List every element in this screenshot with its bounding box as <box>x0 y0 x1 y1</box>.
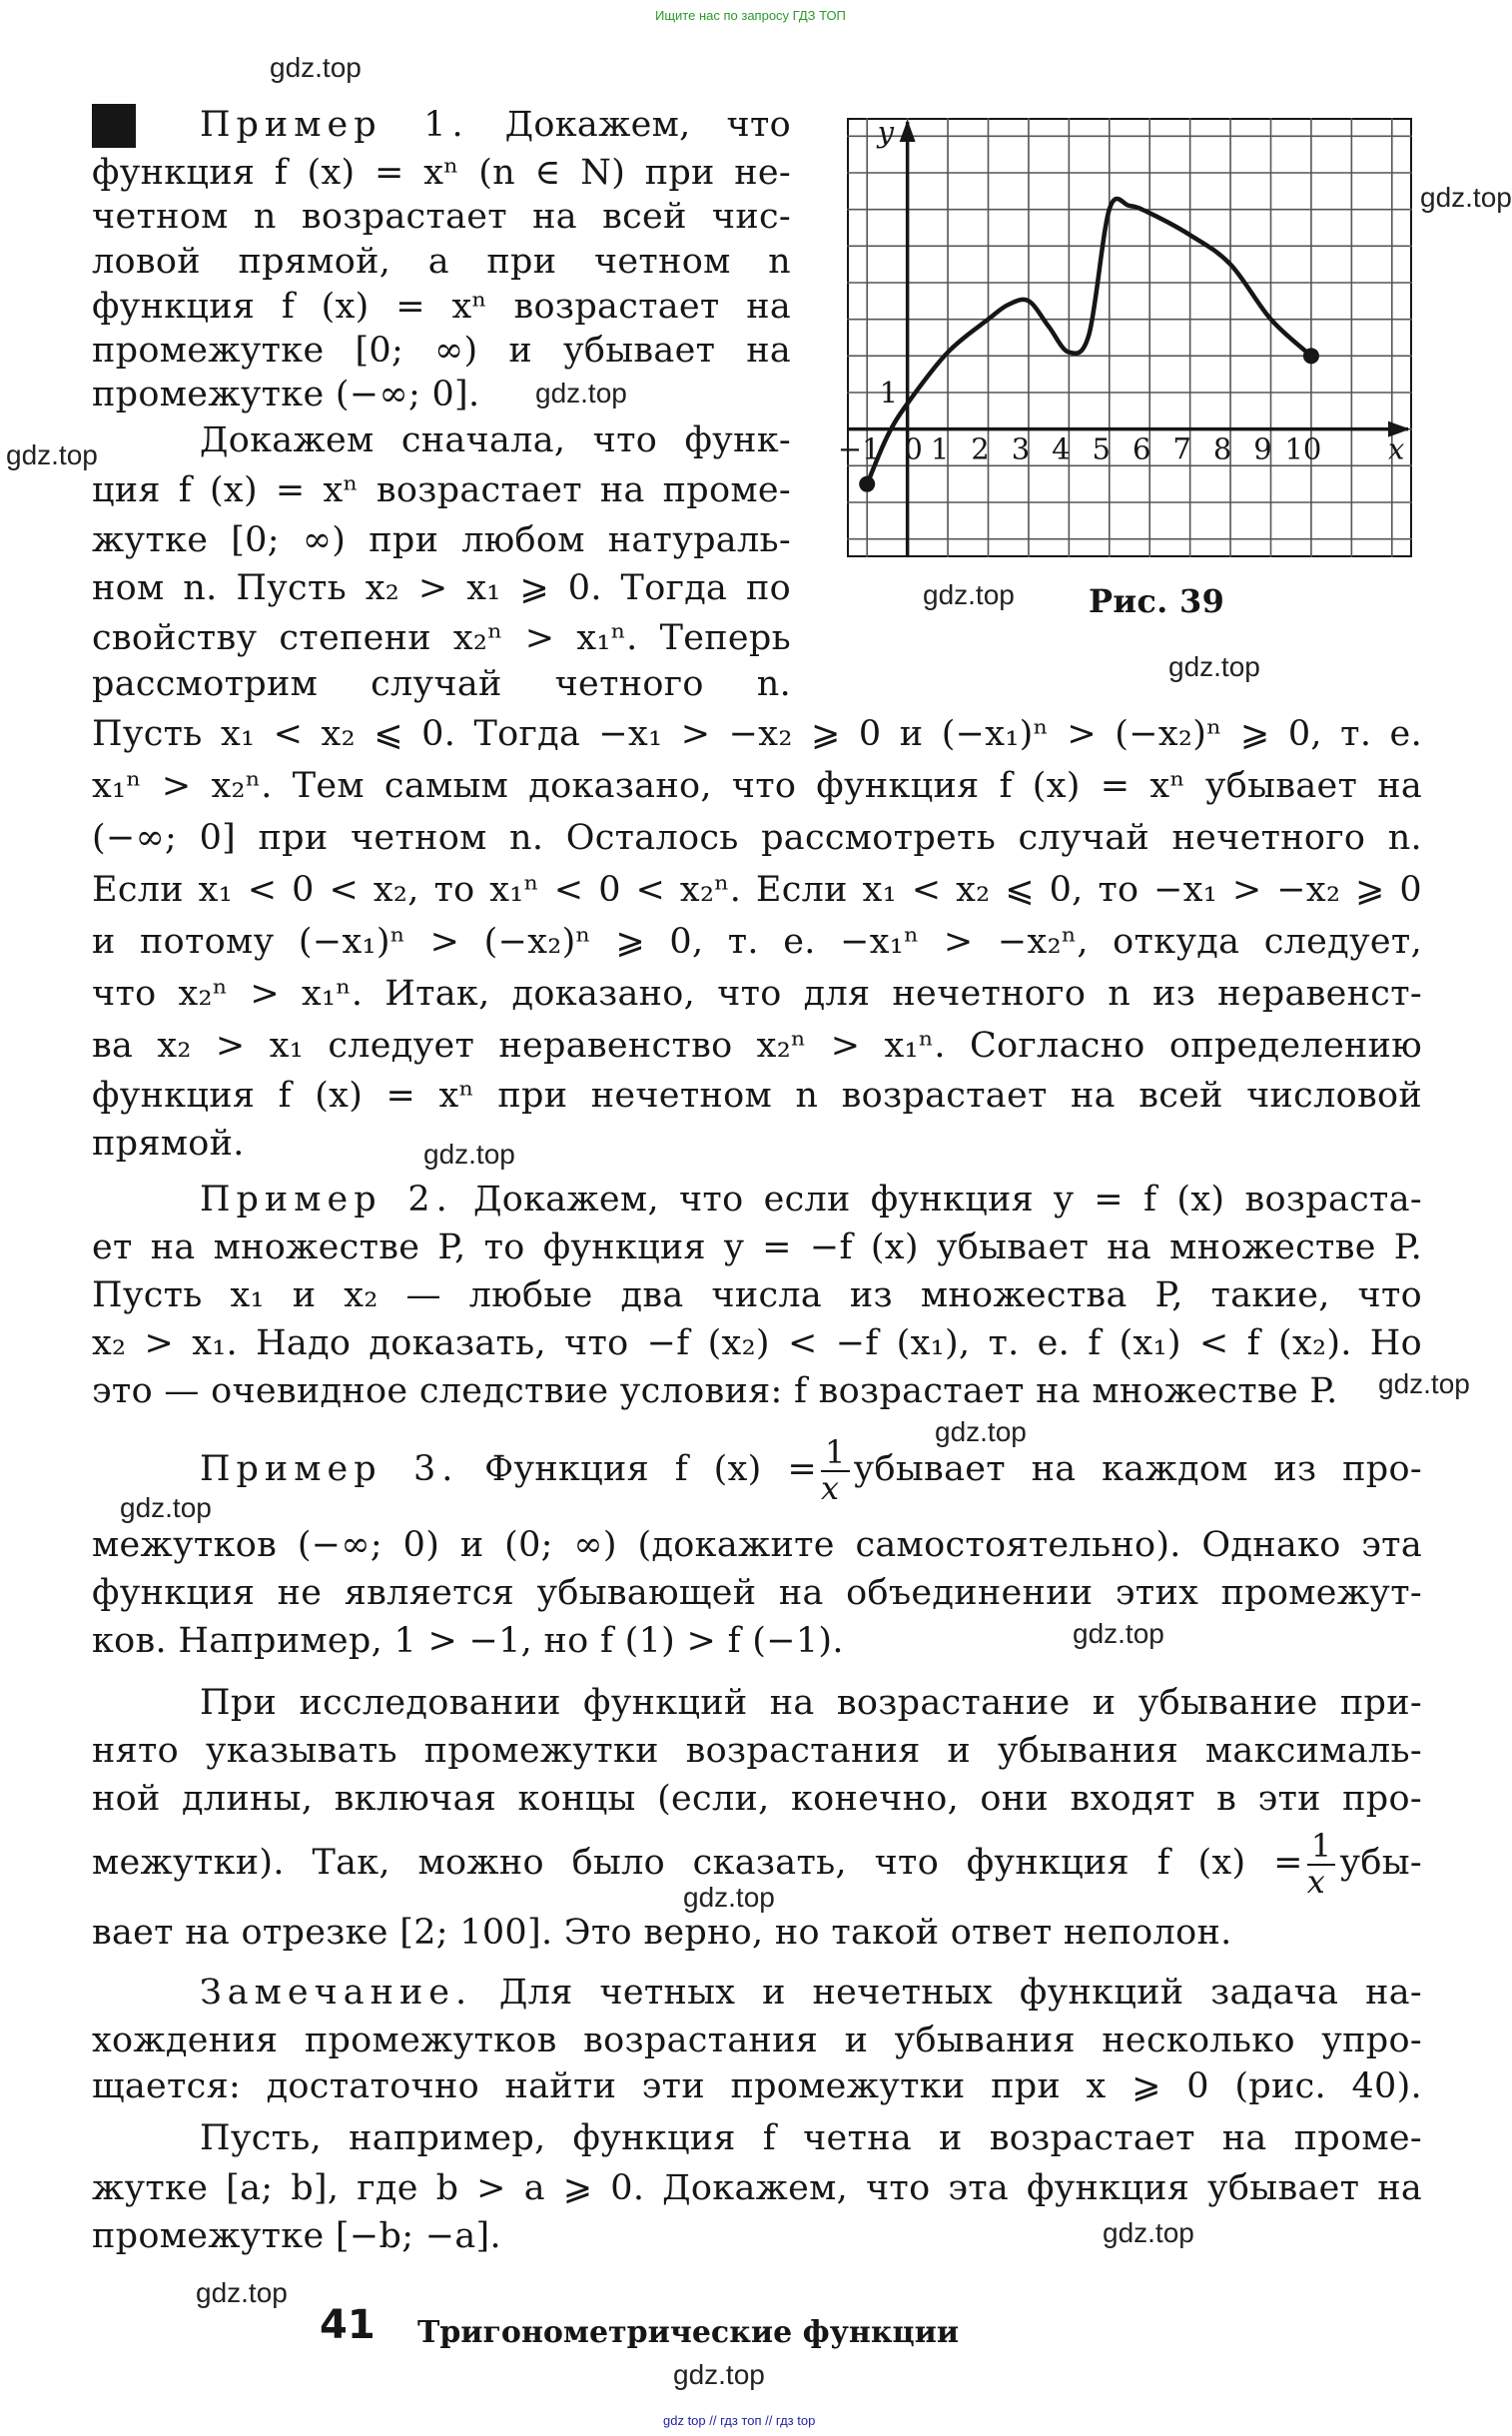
x-axis-label: x <box>1388 431 1405 466</box>
example2-line: ет на множестве P, то функция y = −f (x) убывает на множестве P. <box>92 1227 1422 1267</box>
watermark: gdz.top <box>1073 1618 1164 1649</box>
example1-line: Докажем сначала, что функ- <box>200 420 791 460</box>
example1-line: ва x₂ > x₁ следует неравенство x₂ⁿ > x₁ⁿ. Согласно определению <box>92 1026 1422 1066</box>
fraction-numerator: 1 <box>821 1436 850 1472</box>
fraction-numerator: 1 <box>1307 1830 1336 1866</box>
example1-line: рассмотрим случай четного n. <box>92 664 791 704</box>
example2-label: Пример 2. <box>200 1180 453 1219</box>
chart-axes <box>847 120 1410 557</box>
x-tick-label: 2 <box>971 431 990 466</box>
watermark: gdz.top <box>1378 1368 1470 1399</box>
remark-line: щается: достаточно найти эти промежутки при x ⩾ 0 (рис. 40). <box>92 2066 1422 2106</box>
chart-endpoints <box>859 348 1322 491</box>
fraction-denominator: x <box>1306 1862 1326 1901</box>
fraction-one-over-x <box>1306 1827 1336 1901</box>
endpoint-dot <box>859 476 875 492</box>
example1-line: что x₂ⁿ > x₁ⁿ. Итак, доказано, что для нечетного n из неравенст- <box>92 974 1422 1014</box>
paragraph4-text: межутки). Так, можно было сказать, что функция f (x) = <box>92 1843 1303 1884</box>
example1-label: Пример 1. <box>200 105 469 145</box>
paragraph4-line: нято указывать промежутки возрастания и убывания максималь- <box>92 1731 1422 1771</box>
x-tick-label: 9 <box>1253 431 1272 466</box>
watermark: gdz.top <box>1420 182 1512 213</box>
watermark: gdz.top <box>6 439 98 470</box>
example1-line: функция f (x) = xⁿ возрастает на <box>92 287 791 327</box>
example1-line: промежутке [0; ∞) и убывает на <box>92 331 791 371</box>
x-tick-label: 4 <box>1052 431 1071 466</box>
watermark: gdz.top <box>673 2359 765 2390</box>
x-tick-label: 0 <box>904 431 923 466</box>
watermark: gdz.top <box>923 579 1015 610</box>
x-tick-label: −1 <box>837 431 881 466</box>
remark-label: Замечание. <box>200 1973 473 2013</box>
figure-39-graph <box>837 115 1412 557</box>
example1-line: Если x₁ < 0 < x₂, то x₁ⁿ < 0 < x₂ⁿ. Если x₁ < x₂ ⩽ 0, то −x₁ > −x₂ ⩾ 0 <box>92 870 1422 910</box>
example3-text: убывает на каждом из про- <box>853 1449 1422 1490</box>
example1-line: x₁ⁿ > x₂ⁿ. Тем самым доказано, что функция f (x) = xⁿ убывает на <box>92 766 1422 806</box>
example3-line: межутков (−∞; 0) и (0; ∞) (докажите самостоятельно). Однако эта <box>92 1525 1422 1565</box>
paragraph4-line: вает на отрезке [2; 100]. Это верно, но такой ответ неполон. <box>92 1913 1232 1953</box>
page-number: 41 <box>320 2302 376 2348</box>
y-tick-label: 1 <box>879 376 899 409</box>
example1-line: и потому (−x₁)ⁿ > (−x₂)ⁿ ⩾ 0, т. е. −x₁ⁿ > −x₂ⁿ, откуда следует, <box>92 922 1422 962</box>
chart-border <box>848 119 1411 556</box>
watermark: gdz.top <box>683 1882 775 1913</box>
watermark: gdz.top <box>935 1416 1027 1447</box>
x-tick-label: 6 <box>1132 431 1151 466</box>
section-title: Тригонометрические функции <box>417 2315 960 2350</box>
example1-line: Пусть x₁ < x₂ ⩽ 0. Тогда −x₁ > −x₂ ⩾ 0 и (−x₁)ⁿ > (−x₂)ⁿ ⩾ 0, т. е. <box>92 714 1422 754</box>
example2-line: Пусть x₁ и x₂ — любые два числа из множества P, такие, что <box>92 1275 1422 1315</box>
example2-line: x₂ > x₁. Надо доказать, что −f (x₂) < −f (x₁), т. е. f (x₁) < f (x₂). Но <box>92 1323 1422 1363</box>
paragraph4-line <box>92 1827 1422 1901</box>
example3-line: функция не является убывающей на объединении этих промежут- <box>92 1573 1422 1613</box>
section-marker-square <box>92 104 136 148</box>
x-tick-label: 8 <box>1212 431 1232 466</box>
fraction-denominator: x <box>820 1468 840 1507</box>
x-tick-label: 1 <box>930 431 950 466</box>
paragraph4-line: ной длины, включая концы (если, конечно, они входят в эти про- <box>92 1779 1422 1819</box>
example3-label: Пример 3. <box>200 1449 459 1490</box>
x-tick-label: 5 <box>1092 431 1112 466</box>
watermark: gdz.top <box>196 2277 288 2308</box>
example1-line: прямой. <box>92 1124 245 1164</box>
watermark: gdz.top <box>535 378 627 408</box>
x-tick-label: 10 <box>1284 431 1322 466</box>
example1-line: функция f (x) = xⁿ при нечетном n возрастает на всей числовой <box>92 1076 1422 1116</box>
example1-line: функция f (x) = xⁿ (n ∈ N) при не- <box>92 153 791 193</box>
example3-first-line <box>200 1433 1422 1507</box>
paragraph6-line: Пусть, например, функция f четна и возрастает на проме- <box>200 2118 1422 2158</box>
fraction-one-over-x <box>820 1433 850 1507</box>
paragraph6-line: жутке [a; b], где b > a ⩾ 0. Докажем, что эта функция убывает на <box>92 2168 1422 2208</box>
x-tick-label: 3 <box>1011 431 1031 466</box>
bottom-banner-watermark: gdz top // гдз топ // гдз top <box>663 2413 816 2428</box>
paragraph4-line: При исследовании функций на возрастание и убывание при- <box>200 1683 1422 1723</box>
example2-text: Докажем, что если функция y = f (x) возраста- <box>472 1180 1422 1219</box>
example1-line: ловой прямой, а при четном n <box>92 242 791 282</box>
example1-line: ном n. Пусть x₂ > x₁ ⩾ 0. Тогда по <box>92 568 791 608</box>
top-banner-watermark: Ищите нас по запросу ГДЗ ТОП <box>655 8 846 23</box>
remark-text: Для четных и нечетных функций задача на- <box>498 1973 1422 2013</box>
example3-line: ков. Например, 1 > −1, но f (1) > f (−1). <box>92 1621 844 1661</box>
y-axis-label: y <box>877 115 895 149</box>
example2-line: это — очевидное следствие условия: f возрастает на множестве P. <box>92 1371 1338 1411</box>
watermark: gdz.top <box>1168 651 1260 682</box>
example2-first-line <box>200 1180 1422 1219</box>
example1-line: свойству степени x₂ⁿ > x₁ⁿ. Теперь <box>92 618 791 658</box>
example1-line: четном n возрастает на всей чис- <box>92 197 791 237</box>
example1-intro: Докажем, что <box>504 105 791 145</box>
endpoint-dot <box>1303 348 1319 364</box>
example1-first-line <box>200 105 791 145</box>
x-tick-label: 7 <box>1172 431 1191 466</box>
paragraph6-line: промежутке [−b; −a]. <box>92 2216 501 2256</box>
example1-line: жутке [0; ∞) при любом натураль- <box>92 520 791 560</box>
chart-x-ticks <box>838 432 1322 466</box>
watermark: gdz.top <box>423 1139 515 1170</box>
watermark: gdz.top <box>1103 2217 1194 2248</box>
remark-first-line <box>200 1973 1422 2013</box>
paragraph4-text: убы- <box>1339 1843 1422 1884</box>
chart-grid <box>847 118 1412 557</box>
y-axis-arrow <box>900 120 916 142</box>
watermark: gdz.top <box>270 52 362 83</box>
example1-line: ция f (x) = xⁿ возрастает на проме- <box>92 470 791 510</box>
example1-line: (−∞; 0] при четном n. Осталось рассмотреть случай нечетного n. <box>92 818 1422 858</box>
example1-line: промежутке (−∞; 0]. <box>92 375 480 414</box>
watermark: gdz.top <box>120 1492 212 1523</box>
remark-line: хождения промежутков возрастания и убывания несколько упро- <box>92 2021 1422 2060</box>
figure-caption: Рис. 39 <box>1089 582 1225 620</box>
example3-text: Функция f (x) = <box>484 1449 817 1490</box>
